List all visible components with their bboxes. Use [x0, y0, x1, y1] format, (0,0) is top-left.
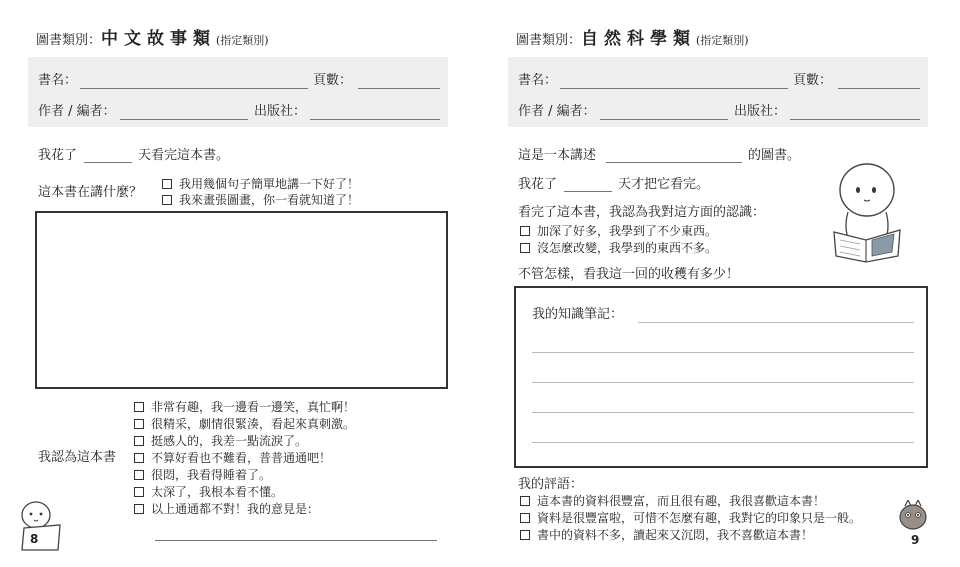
author-label: 作者 / 編者： [38, 104, 116, 119]
opinion-option[interactable]: 很悶，我看得睡着了。 [134, 468, 271, 483]
days-suffix: 天看完這本書。 [138, 148, 230, 163]
category-name: 自然科學類 [581, 29, 697, 49]
note-line [638, 322, 914, 323]
opinion-option[interactable]: 太深了，我根本看不懂。 [134, 485, 283, 500]
checkbox[interactable] [134, 470, 144, 480]
checkbox[interactable] [520, 496, 530, 506]
checkbox[interactable] [134, 419, 144, 429]
note-line [532, 352, 914, 353]
book-name-field[interactable] [80, 88, 308, 89]
opinion-option[interactable]: 非常有趣，我一邊看一邊笑，真忙啊！ [134, 400, 355, 415]
harvest-text: 不管怎樣，看我這一回的收穫有多少！ [518, 267, 740, 282]
opinion-label: 我認為這本書 [38, 450, 117, 465]
topic-suffix: 的圖書。 [748, 148, 801, 163]
publisher-label: 出版社： [734, 104, 787, 119]
notes-box[interactable] [514, 286, 928, 468]
opinion-option[interactable]: 很精采，劇情很緊湊，看起來真刺激。 [134, 417, 355, 432]
days-field[interactable] [84, 162, 132, 163]
checkbox[interactable] [134, 487, 144, 497]
checkbox[interactable] [520, 530, 530, 540]
left-header [36, 24, 269, 49]
review-label: 我的評語： [518, 477, 584, 492]
author-field[interactable] [120, 119, 248, 120]
category-name: 中文故事類 [101, 29, 217, 49]
publisher-label: 出版社： [254, 104, 307, 119]
checkbox[interactable] [520, 226, 530, 236]
reading-mascot-icon [826, 160, 908, 264]
opinion-option[interactable]: 以上通通都不對！我的意見是： [134, 502, 319, 517]
note-line [532, 412, 914, 413]
book-name-label: 書名： [38, 73, 78, 88]
note-line [532, 442, 914, 443]
knowledge-question: 看完了這本書，我認為我對這方面的認識： [518, 205, 766, 220]
checkbox[interactable] [520, 243, 530, 253]
book-name-field[interactable] [560, 88, 788, 89]
left-info-box [28, 57, 448, 127]
drawing-box[interactable] [35, 211, 448, 389]
checkbox[interactable] [134, 453, 144, 463]
checkbox[interactable] [162, 179, 172, 189]
days-suffix: 天才把它看完。 [618, 177, 710, 192]
mascot-icon [14, 498, 66, 552]
checkbox[interactable] [134, 504, 144, 514]
page-number: 8 [30, 532, 39, 546]
creature-icon [896, 500, 930, 532]
right-info-box [508, 57, 928, 127]
review-option[interactable]: 這本書的資料很豐富，而且很有趣，我很喜歡這本書！ [520, 494, 825, 509]
right-header [516, 24, 749, 49]
days-prefix: 我花了 [38, 148, 78, 163]
publisher-field[interactable] [790, 119, 920, 120]
about-option[interactable]: 我來畫張圖畫，你一看就知道了！ [162, 193, 359, 208]
opinion-option[interactable]: 不算好看也不難看，普普通通吧！ [134, 451, 331, 466]
opinion-field[interactable] [155, 540, 437, 541]
publisher-field[interactable] [310, 119, 440, 120]
days-prefix: 我花了 [518, 177, 558, 192]
about-option[interactable]: 我用幾個句子簡單地講一下好了！ [162, 177, 359, 192]
about-question: 這本書在講什麼？ [38, 185, 143, 200]
author-label: 作者 / 編者： [518, 104, 596, 119]
category-label: 圖書類別： [36, 33, 102, 48]
opinion-option[interactable]: 挺感人的，我差一點流淚了。 [134, 434, 307, 449]
book-name-label: 書名： [518, 73, 558, 88]
page-number: 9 [911, 533, 920, 547]
note-line [532, 382, 914, 383]
knowledge-option[interactable]: 加深了好多，我學到了不少東西。 [520, 224, 717, 239]
checkbox[interactable] [134, 436, 144, 446]
category-label: 圖書類別： [516, 33, 582, 48]
topic-field[interactable] [606, 162, 742, 163]
notes-title: 我的知識筆記： [532, 307, 624, 322]
category-note: (指定類別) [216, 34, 269, 47]
author-field[interactable] [600, 119, 728, 120]
category-note: (指定類別) [696, 34, 749, 47]
days-field[interactable] [564, 191, 612, 192]
review-option[interactable]: 書中的資料不多，讀起來又沉悶，我不喜歡這本書！ [520, 528, 813, 543]
review-option[interactable]: 資料是很豐富啦，可惜不怎麼有趣，我對它的印象只是一般。 [520, 511, 861, 526]
pages-label: 頁數： [793, 73, 833, 88]
pages-field[interactable] [358, 88, 440, 89]
checkbox[interactable] [520, 513, 530, 523]
pages-label: 頁數： [313, 73, 353, 88]
pages-field[interactable] [838, 88, 920, 89]
checkbox[interactable] [162, 195, 172, 205]
checkbox[interactable] [134, 402, 144, 412]
topic-prefix: 這是一本講述 [518, 148, 597, 163]
knowledge-option[interactable]: 沒怎麼改變，我學到的東西不多。 [520, 241, 717, 256]
